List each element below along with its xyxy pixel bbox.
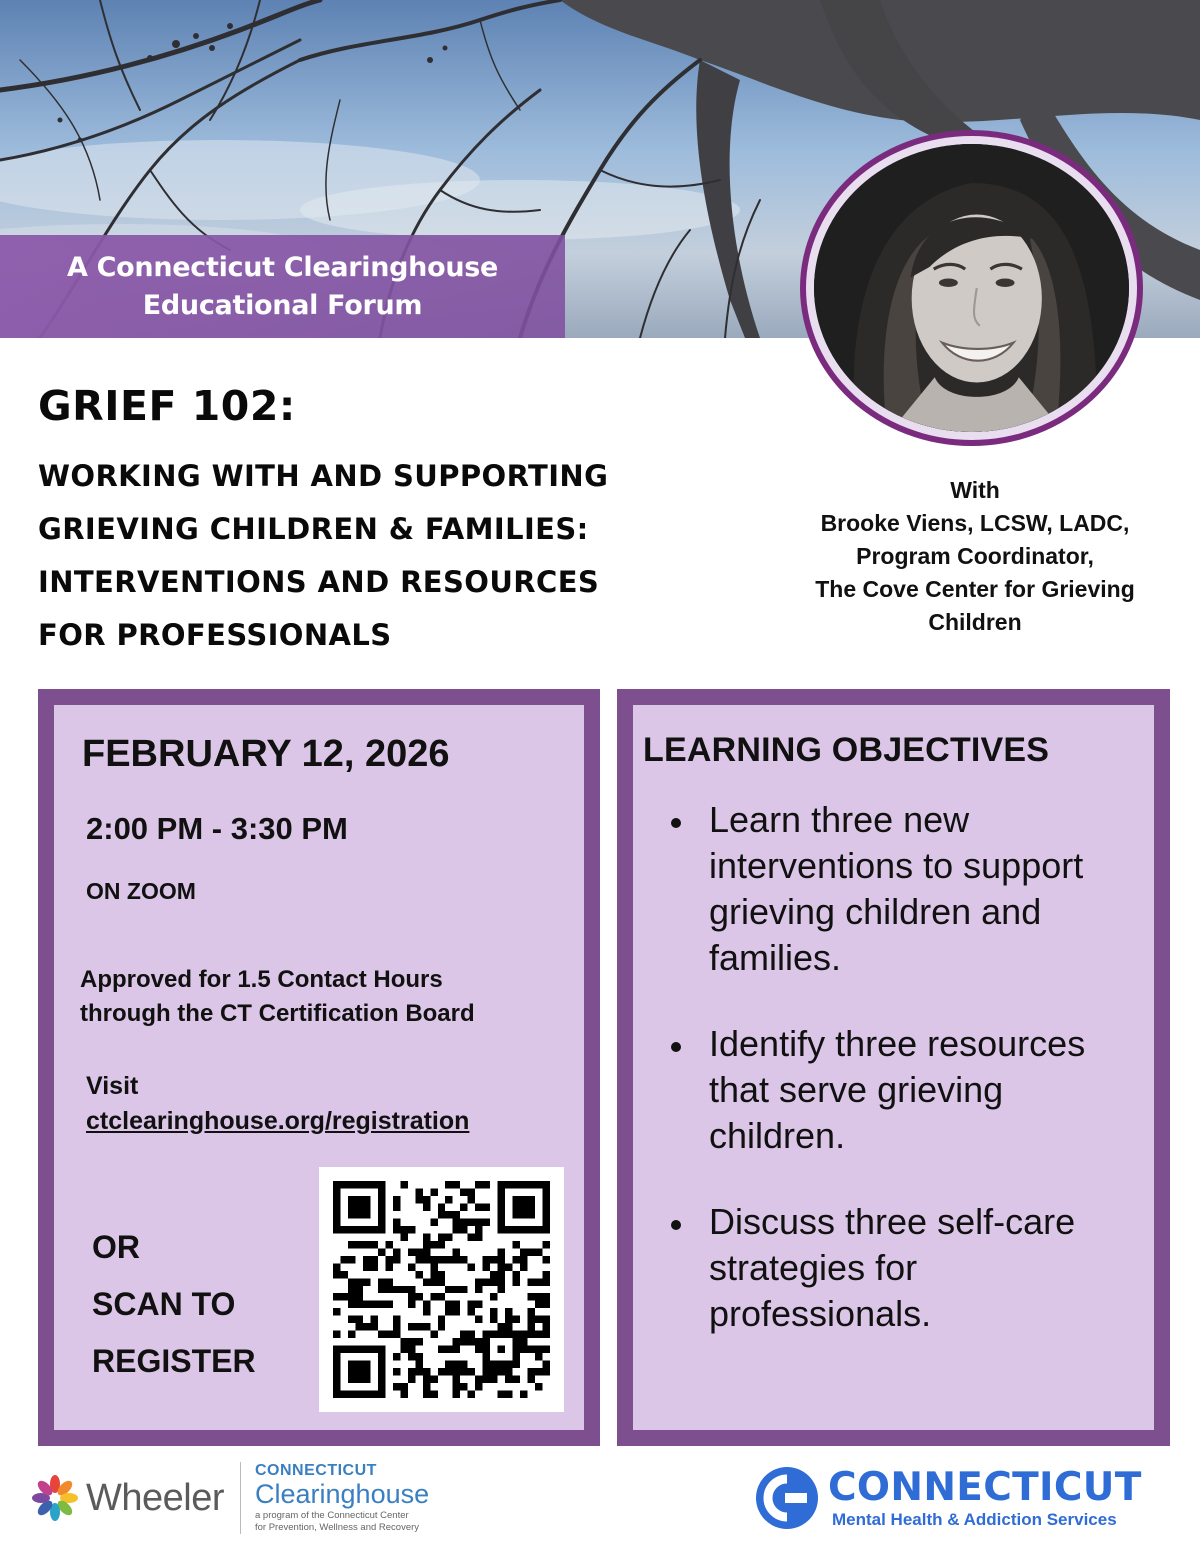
partner-logos <box>30 1458 429 1538</box>
scan-to-register <box>92 1219 256 1390</box>
objective-item: Discuss three self-care strategies for professionals. <box>661 1199 1141 1337</box>
presenter-info <box>770 474 1180 639</box>
event-details-box <box>38 689 600 1446</box>
presenter-name: Brooke Viens, LCSW, LADC, <box>820 510 1130 536</box>
clearinghouse-note-line-2: for Prevention, Wellness and Recovery <box>255 1522 420 1533</box>
wheeler-flower-icon <box>30 1473 80 1523</box>
scan-line-1: SCAN TO <box>92 1286 236 1322</box>
objectives-list <box>661 797 1141 1377</box>
event-subtitle <box>38 450 738 662</box>
wheeler-name: Wheeler <box>86 1476 224 1519</box>
banner-line-2: Educational Forum <box>142 289 423 321</box>
event-title: GRIEF 102: <box>38 382 296 430</box>
clearinghouse-name: Clearinghouse <box>255 1479 430 1509</box>
event-venue: ON ZOOM <box>86 878 196 904</box>
registration-qr-code[interactable] <box>319 1167 564 1412</box>
scan-line-2: REGISTER <box>92 1343 256 1379</box>
event-time: 2:00 PM - 3:30 PM <box>86 811 348 846</box>
forum-banner <box>0 235 565 338</box>
objective-item: Identify three resources that serve grieving children. <box>661 1021 1141 1159</box>
registration-visit <box>86 1069 469 1139</box>
subtitle-line-2: GRIEVING CHILDREN & FAMILIES: <box>38 512 589 546</box>
presenter-org-line-1: The Cove Center for Grieving <box>815 576 1135 602</box>
approved-line-2: through the CT Certification Board <box>80 1000 475 1027</box>
presenter-org-line-2: Children <box>928 609 1022 635</box>
clearinghouse-top: CONNECTICUT <box>255 1462 377 1479</box>
or-label: OR <box>92 1229 140 1265</box>
learning-objectives-box <box>617 689 1170 1446</box>
subtitle-line-4: FOR PROFESSIONALS <box>38 618 392 652</box>
banner-line-1: A Connecticut Clearinghouse <box>66 251 499 283</box>
dmhas-subtitle: Mental Health & Addiction Services <box>832 1510 1117 1529</box>
contact-hours-approval <box>80 963 475 1031</box>
objective-item: Learn three new interventions to support grieving children and families. <box>661 797 1141 981</box>
ct-logo-icon <box>756 1467 818 1529</box>
subtitle-line-1: WORKING WITH AND SUPPORTING <box>38 459 609 493</box>
presenter-with: With <box>950 477 1000 503</box>
visit-label: Visit <box>86 1072 139 1100</box>
learning-objectives-title: LEARNING OBJECTIVES <box>643 731 1050 769</box>
logo-divider <box>240 1462 241 1534</box>
presenter-portrait <box>800 130 1143 446</box>
clearinghouse-logo <box>255 1462 429 1534</box>
event-date: FEBRUARY 12, 2026 <box>82 733 450 775</box>
dmhas-name: CONNECTICUT <box>828 1465 1142 1510</box>
presenter-role: Program Coordinator, <box>856 543 1094 569</box>
wheeler-logo <box>30 1473 224 1523</box>
dmhas-logo <box>756 1458 1142 1538</box>
qr-code-icon <box>333 1181 550 1398</box>
subtitle-line-3: INTERVENTIONS AND RESOURCES <box>38 565 600 599</box>
approved-line-1: Approved for 1.5 Contact Hours <box>80 966 443 993</box>
clearinghouse-note-line-1: a program of the Connecticut Center <box>255 1510 409 1521</box>
presenter-photo <box>814 144 1129 432</box>
registration-link[interactable]: ctclearinghouse.org/registration <box>86 1107 470 1135</box>
